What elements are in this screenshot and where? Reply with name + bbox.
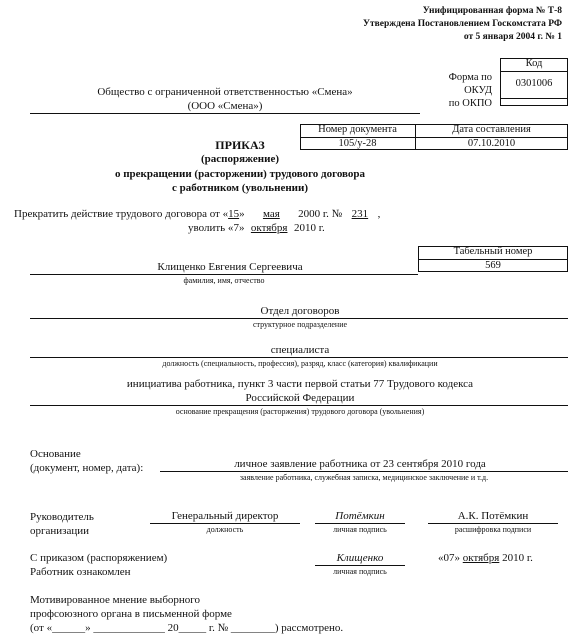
reason-line2: Российской Федерации [245, 392, 355, 404]
dismiss-prefix: уволить « [188, 222, 234, 234]
form-header-line3: от 5 января 2004 г. № 1 [463, 32, 562, 42]
head-decode-underline [428, 523, 558, 524]
reason-caption: основание прекращения (расторжения) трудового договора (увольнения) [175, 407, 425, 416]
ack-date-year: 2010 г. [502, 552, 533, 564]
form-header-line2: Утверждена Постановлением Госкомстата РФ [363, 19, 562, 29]
head-position-underline [150, 523, 300, 524]
doc-number-header: Номер документа [318, 124, 397, 135]
termination-year: 2000 г. № [298, 208, 343, 220]
head-decode: А.К. Потёмкин [457, 510, 529, 522]
okpo-label: по ОКПО [448, 98, 492, 109]
title-line4: с работником (увольнении) [171, 182, 309, 194]
head-label-1: Руководитель [30, 511, 94, 523]
form-okud-label-1: Форма по [448, 72, 492, 83]
head-position-caption: должность [206, 525, 244, 534]
dismiss-day: 7 [233, 222, 239, 234]
head-signature-underline [315, 523, 405, 524]
position-value: специалиста [270, 344, 330, 356]
tabel-header: Табельный номер [453, 246, 533, 257]
contract-number: 231 [351, 208, 369, 220]
termination-close-quote: » [239, 208, 245, 220]
dismiss-year: 2010 г. [293, 222, 325, 234]
ack-label-1: С приказом (распоряжением) [30, 552, 168, 564]
union-line2: профсоюзного органа в письменной форме [30, 608, 232, 620]
head-position: Генеральный директор [171, 510, 279, 522]
reason-line1: инициатива работника, пункт 3 части первой статьи 77 Трудового кодекса [126, 378, 474, 390]
termination-prefix: Прекратить действие трудового договора от « [14, 208, 229, 220]
ack-signature-underline [315, 565, 405, 566]
union-line1: Мотивированное мнение выборного [30, 594, 201, 606]
head-decode-caption: расшифровка подписи [454, 525, 532, 534]
title-prikaz: ПРИКАЗ [215, 138, 265, 152]
termination-month: мая [262, 208, 280, 220]
head-label-2: организации [30, 525, 90, 537]
department-value: Отдел договоров [260, 305, 340, 317]
ack-signature: Клищенко [336, 552, 384, 564]
reason-underline [30, 405, 568, 406]
employee-name-caption: фамилия, имя, отчество [183, 276, 265, 285]
org-short-name: (ООО «Смена») [187, 100, 263, 112]
tabel-value: 569 [485, 260, 501, 271]
title-line2: (распоряжение) [200, 153, 279, 165]
termination-line [14, 208, 380, 220]
termination-day: 15 [228, 208, 240, 220]
position-underline [30, 357, 568, 358]
termination-comma: , [377, 208, 381, 220]
doc-date-value: 07.10.2010 [467, 138, 516, 149]
basis-label-1: Основание [30, 448, 81, 460]
dismiss-close: » [238, 222, 245, 234]
basis-caption: заявление работника, служебная записка, медицинское заключение и т.д. [239, 473, 489, 482]
dismiss-month: октября [250, 222, 288, 234]
head-signature-caption: личная подпись [333, 525, 387, 534]
org-full-name: Общество с ограниченной ответственностью «Смена» [97, 86, 353, 98]
head-signature: Потёмкин [335, 510, 385, 522]
department-caption: структурное подразделение [252, 320, 348, 329]
okud-okpo-divider [500, 98, 568, 99]
ack-label-2: Работник ознакомлен [30, 566, 131, 578]
position-caption: должность (специальность, профессия), разряд, класс (категория) квалификации [162, 359, 438, 368]
union-line3: (от «______» _____________ 20_____ г. № ________) рассмотрено. [30, 622, 344, 634]
kod-label: Код [525, 58, 543, 69]
basis-value: личное заявление работника от 23 сентября 2010 года [234, 458, 486, 470]
dismiss-line [188, 222, 325, 234]
department-underline [30, 318, 568, 319]
form-header-line1: Унифицированная форма № Т-8 [422, 6, 562, 16]
ack-date [438, 552, 533, 564]
okud-value: 0301006 [515, 78, 553, 89]
basis-label-2: (документ, номер, дата): [30, 462, 144, 474]
basis-underline [160, 471, 568, 472]
doc-number-value: 105/у-28 [338, 138, 377, 149]
doc-date-header: Дата составления [452, 124, 531, 135]
employee-name: Клищенко Евгения Сергеевича [157, 261, 303, 273]
form-okud-label-2: ОКУД [464, 85, 492, 96]
ack-signature-caption: личная подпись [333, 567, 387, 576]
org-underline [30, 113, 420, 114]
employee-name-underline [30, 274, 418, 275]
ack-date-month: октября [462, 552, 500, 564]
ack-date-prefix: «07» [438, 552, 460, 564]
title-line3: о прекращении (расторжении) трудового договора [114, 168, 366, 180]
